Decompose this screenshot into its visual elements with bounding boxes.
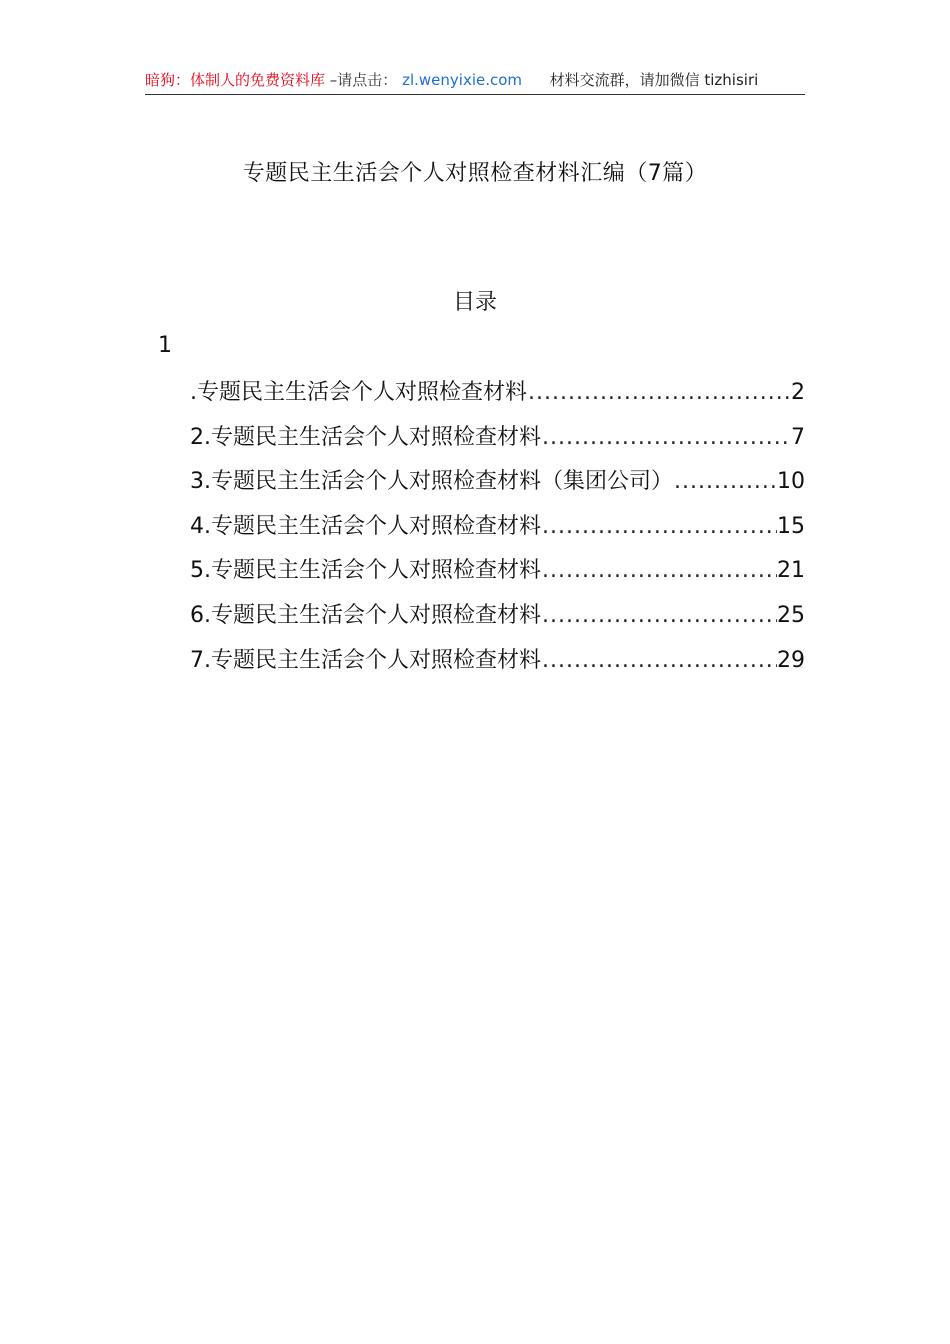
toc-entry-title: 5.专题民主生活会个人对照检查材料	[190, 558, 541, 584]
toc-list	[190, 371, 805, 683]
toc-dot-leader	[541, 549, 777, 594]
toc-entry[interactable]	[190, 416, 805, 461]
toc-dot-leader	[541, 639, 777, 684]
toc-dot-leader	[527, 371, 791, 416]
toc-stray-number: 1	[158, 333, 172, 358]
toc-page-number: 25	[777, 602, 805, 628]
toc-entry-title: 4.专题民主生活会个人对照检查材料	[190, 513, 541, 539]
header-separator: –请点击：	[329, 71, 398, 89]
toc-entry-title: 6.专题民主生活会个人对照检查材料	[190, 602, 541, 628]
toc-entry[interactable]	[190, 639, 805, 684]
toc-dot-leader	[541, 416, 791, 461]
toc-entry-title: .专题民主生活会个人对照检查材料	[190, 380, 527, 405]
document-title: 专题民主生活会个人对照检查材料汇编（7篇）	[242, 161, 708, 186]
page-header	[145, 66, 805, 95]
toc-entry-title: 7.专题民主生活会个人对照检查材料	[190, 647, 541, 673]
toc-entry[interactable]	[190, 460, 805, 505]
toc-entry[interactable]	[190, 371, 805, 416]
toc-entry-title: 3.专题民主生活会个人对照检查材料（集团公司）	[190, 469, 673, 495]
toc-page-number: 15	[777, 513, 805, 539]
toc-page-number: 29	[777, 647, 805, 673]
toc-entry[interactable]	[190, 594, 805, 639]
toc-page-number: 10	[777, 469, 805, 495]
toc-dot-leader	[673, 460, 777, 505]
toc-entry[interactable]	[190, 549, 805, 594]
toc-entry-title: 2.专题民主生活会个人对照检查材料	[190, 424, 541, 450]
toc-heading: 目录	[452, 290, 497, 315]
toc-page-number: 21	[777, 558, 805, 584]
toc-dot-leader	[541, 505, 777, 550]
toc-page-number: 2	[791, 380, 805, 405]
header-contact: 材料交流群，请加微信 tizhisiri	[549, 71, 759, 89]
toc-entry[interactable]	[190, 505, 805, 550]
toc-dot-leader	[541, 594, 777, 639]
toc-page-number: 7	[791, 424, 805, 450]
header-link[interactable]: zl.wenyixie.com	[402, 71, 523, 89]
header-brand: 暗狗：体制人的免费资料库	[145, 71, 326, 89]
